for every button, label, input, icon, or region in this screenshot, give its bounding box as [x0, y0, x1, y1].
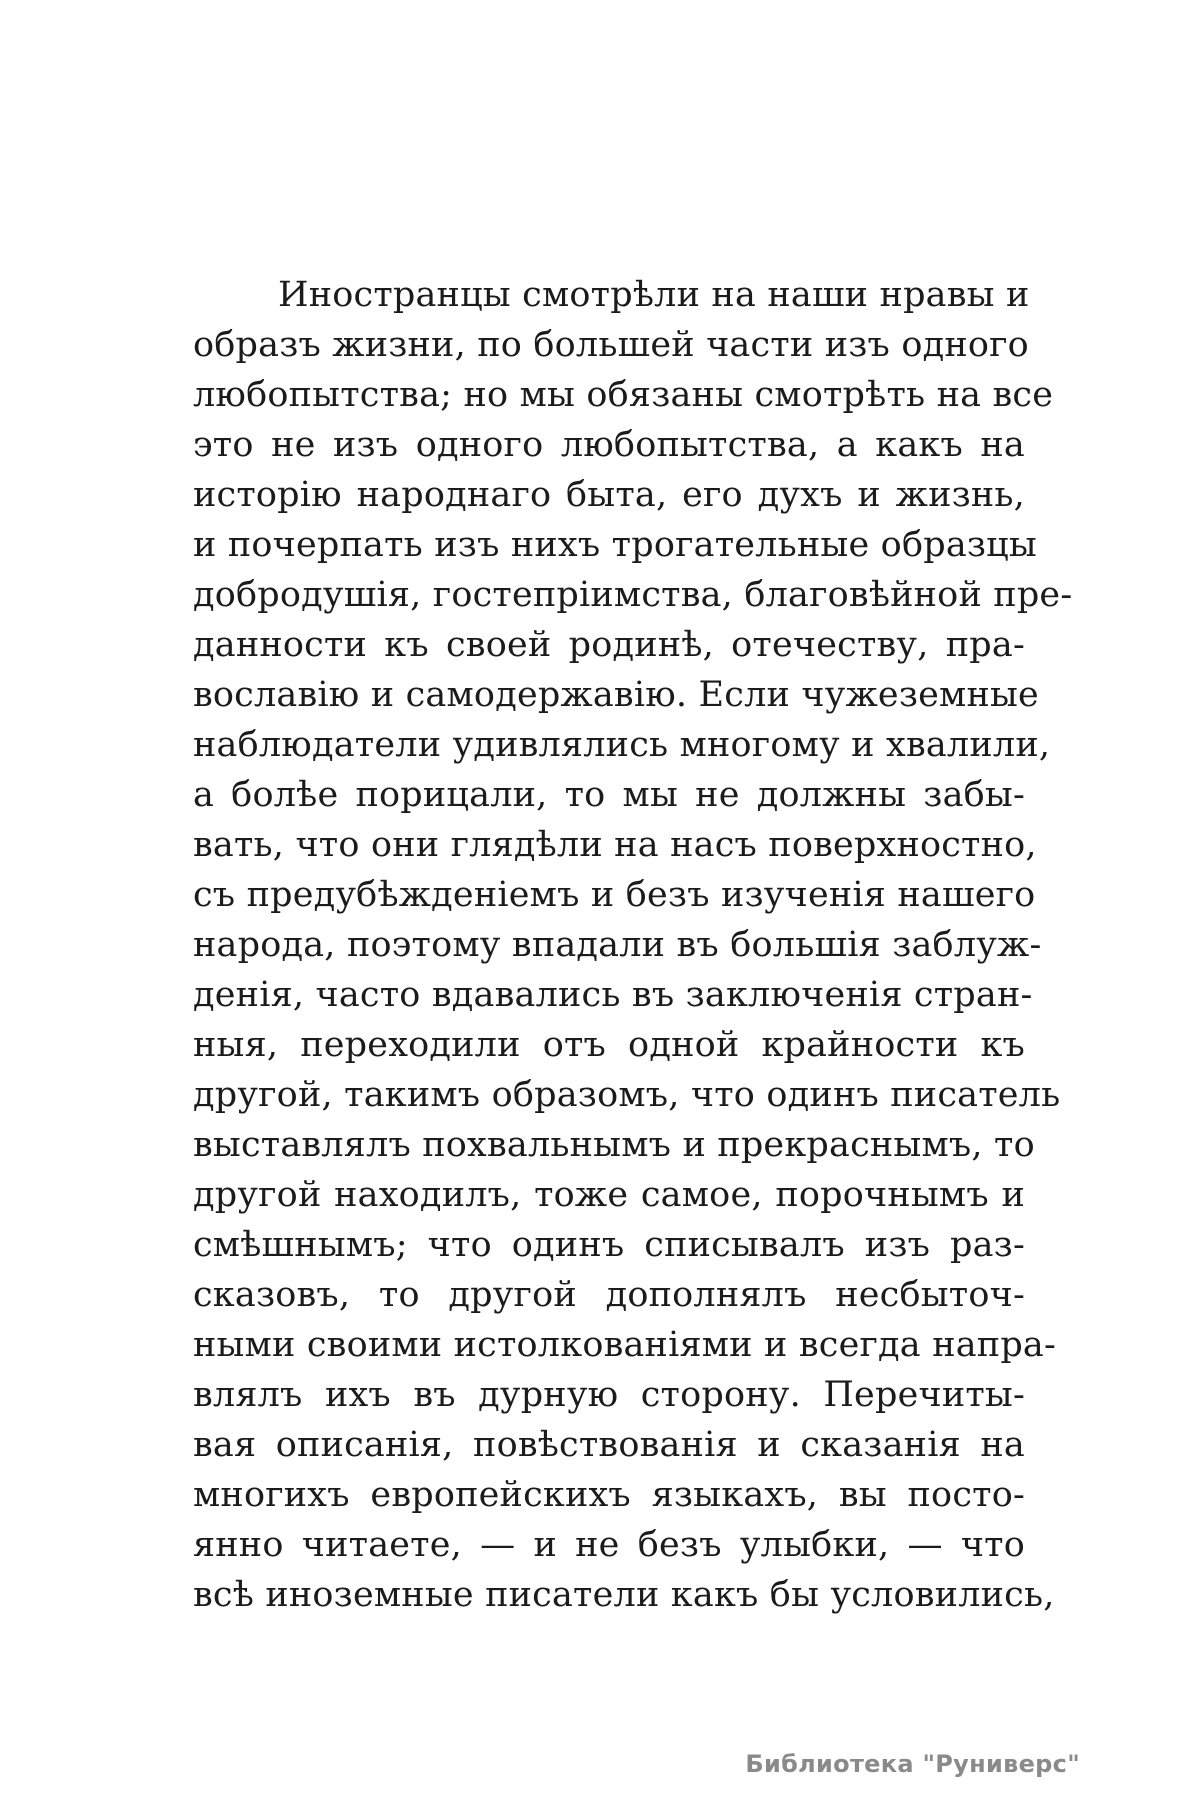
watermark-library-runivers: Библиотека "Руниверс" — [745, 1750, 1080, 1778]
text-line: добродушія, гостепріимства, благовѣйной пре- — [193, 575, 1073, 615]
text-line: всѣ иноземные писатели какъ бы условились, — [193, 1575, 1055, 1615]
text-line: вать, что они глядѣли на насъ поверхностно, — [193, 825, 1037, 865]
text-line: выставлялъ похвальнымъ и прекраснымъ, то — [193, 1125, 1035, 1165]
text-line: съ предубѣжденіемъ и безъ изученія нашего — [193, 875, 1036, 915]
text-line: янно читаете, — и не безъ улыбки, — что — [193, 1525, 1025, 1565]
text-line: любопытства; но мы обязаны смотрѣть на все — [193, 375, 1054, 415]
text-line: это не изъ одного любопытства, а какъ на — [193, 425, 1025, 465]
text-line: влялъ ихъ въ дурную сторону. Перечиты- — [193, 1375, 1025, 1415]
text-line: народа, поэтому впадали въ большія заблуж- — [193, 925, 1042, 965]
text-line: другой находилъ, тоже самое, порочнымъ и — [193, 1175, 1025, 1215]
text-line: многихъ европейскихъ языкахъ, вы посто- — [193, 1475, 1025, 1515]
text-line: сказовъ, то другой дополнялъ несбыточ- — [193, 1275, 1025, 1315]
text-line: другой, такимъ образомъ, что одинъ писатель — [193, 1075, 1061, 1115]
text-line: вая описанія, повѣствованія и сказанія на — [193, 1425, 1025, 1465]
text-line: ными своими истолкованіями и всегда напра- — [193, 1325, 1057, 1365]
text-line: денія, часто вдавались въ заключенія стран- — [193, 975, 1033, 1015]
text-line: наблюдатели удивлялись многому и хвалили, — [193, 725, 1051, 765]
text-line: данности къ своей родинѣ, отечеству, пра- — [193, 625, 1025, 665]
body-text — [193, 270, 1073, 1620]
text-line: вославію и самодержавію. Если чужеземные — [193, 675, 1039, 715]
text-line: а болѣе порицали, то мы не должны забы- — [193, 775, 1025, 815]
text-line: Иностранцы смотрѣли на наши нравы и — [278, 275, 1030, 315]
text-line: образъ жизни, по большей части изъ одного — [193, 325, 1029, 365]
text-line: и почерпать изъ нихъ трогательные образцы — [193, 525, 1037, 565]
text-line: исторію народнаго быта, его духъ и жизнь, — [193, 475, 1025, 515]
text-line: ныя, переходили отъ одной крайности къ — [193, 1025, 1025, 1065]
text-line: смѣшнымъ; что одинъ списывалъ изъ раз- — [193, 1225, 1025, 1265]
